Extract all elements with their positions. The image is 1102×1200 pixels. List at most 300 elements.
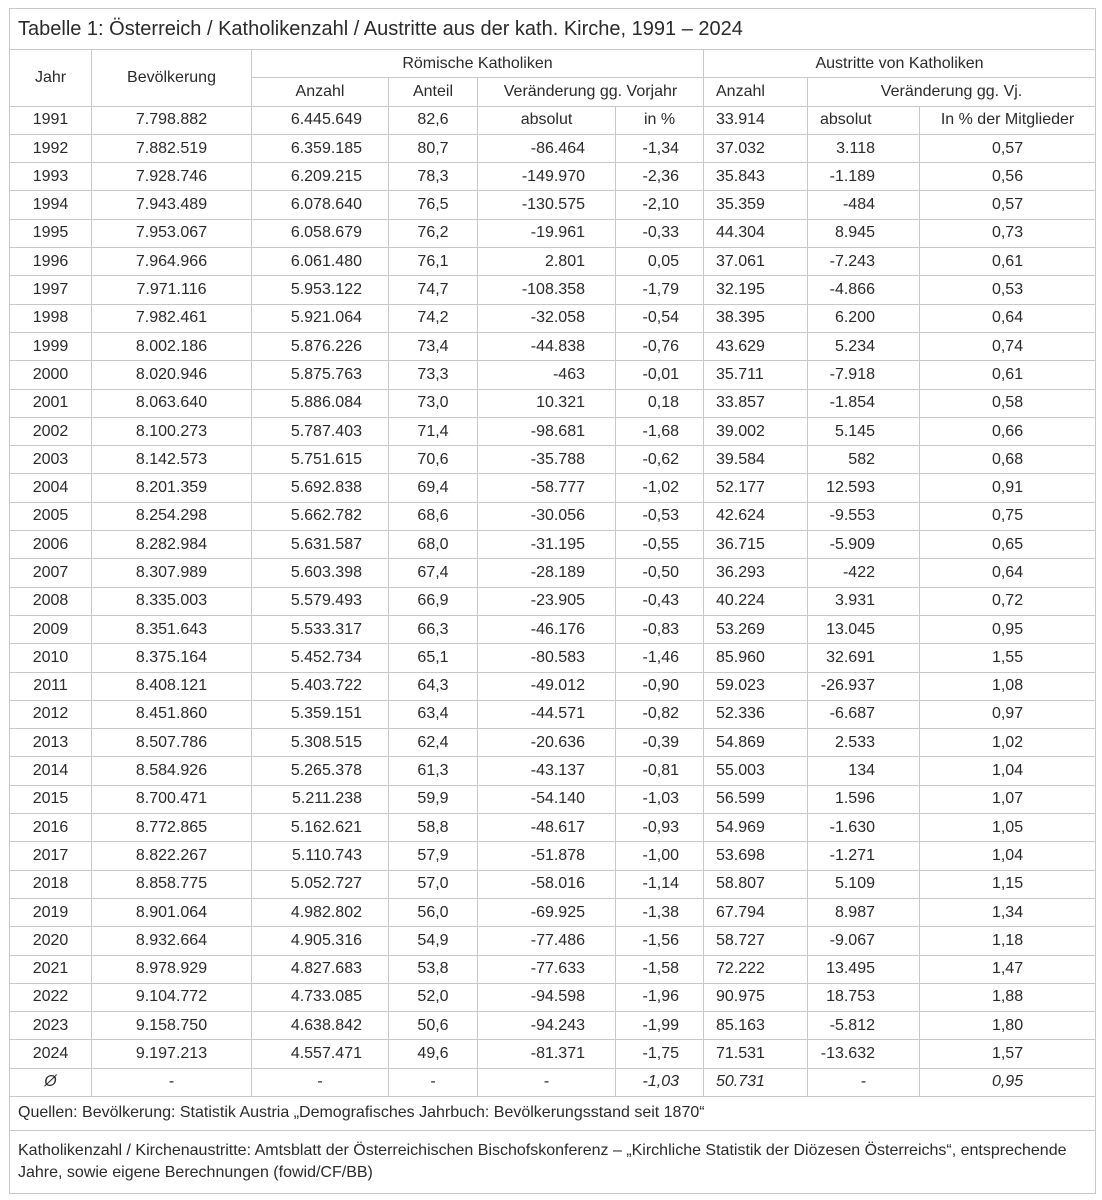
average-cell-austritte-absolut: - [808,1068,920,1096]
cell-austritte-prozent: 0,58 [920,389,1096,417]
cell-veraenderung-absolut: -94.243 [478,1012,616,1040]
cell-jahr: 2017 [10,842,92,870]
cell-anteil: 67,4 [389,559,478,587]
cell-austritte-prozent: 1,55 [920,644,1096,672]
cell-anzahl: 5.308.515 [252,729,389,757]
table-row [10,814,1096,842]
cell-anzahl: 5.886.084 [252,389,389,417]
cell-veraenderung-absolut: -20.636 [478,729,616,757]
cell-bevoelkerung: 8.142.573 [92,446,252,474]
cell-veraenderung-prozent: -0,43 [616,587,704,615]
cell-anzahl: 5.662.782 [252,502,389,530]
average-cell-anteil: - [389,1068,478,1096]
table-row [10,587,1096,615]
cell-jahr: 2011 [10,672,92,700]
table-row [10,757,1096,785]
table-row [10,898,1096,926]
average-row [10,1068,1096,1096]
cell-veraenderung-prozent: -1,56 [616,927,704,955]
cell-anzahl: 5.403.722 [252,672,389,700]
cell-austritte-prozent: 1,04 [920,757,1096,785]
cell-bevoelkerung: 8.351.643 [92,615,252,643]
cell-veraenderung-absolut: -463 [478,361,616,389]
header-anzahl: Anzahl [252,78,389,106]
cell-anteil: 54,9 [389,927,478,955]
cell-jahr: 2018 [10,870,92,898]
cell-veraenderung-prozent: -0,76 [616,332,704,360]
cell-austritte-absolut: 13.495 [808,955,920,983]
cell-jahr: 2021 [10,955,92,983]
cell-anteil: 63,4 [389,700,478,728]
cell-austritte-anzahl: 39.002 [704,417,808,445]
cell-austritte-anzahl: 35.843 [704,163,808,191]
table-row [10,502,1096,530]
cell-jahr: 2022 [10,983,92,1011]
cell-austritte-absolut: 582 [808,446,920,474]
table-row [10,842,1096,870]
cell-anzahl: 5.265.378 [252,757,389,785]
cell-anteil: 62,4 [389,729,478,757]
cell-bevoelkerung: 8.822.267 [92,842,252,870]
cell-austritte-anzahl: 37.032 [704,134,808,162]
cell-jahr: 2015 [10,785,92,813]
cell-anzahl: 6.359.185 [252,134,389,162]
cell-veraenderung-absolut: -23.905 [478,587,616,615]
cell-anzahl: 5.921.064 [252,304,389,332]
cell-veraenderung-prozent: -1,75 [616,1040,704,1068]
cell-austritte-prozent: 1,02 [920,729,1096,757]
cell-bevoelkerung: 8.002.186 [92,332,252,360]
cell-austritte-prozent: 1,47 [920,955,1096,983]
cell-jahr: 1998 [10,304,92,332]
cell-austritte-absolut: -484 [808,191,920,219]
average-cell-veraenderung-absolut: - [478,1068,616,1096]
cell-austritte-absolut: 1.596 [808,785,920,813]
table-row [10,615,1096,643]
cell-anteil: 66,3 [389,615,478,643]
cell-veraenderung-prozent: -0,90 [616,672,704,700]
cell-austritte-anzahl: 72.222 [704,955,808,983]
cell-austritte-anzahl: 40.224 [704,587,808,615]
cell-anzahl: 5.533.317 [252,615,389,643]
table-row [10,983,1096,1011]
cell-bevoelkerung: 8.063.640 [92,389,252,417]
table-row [10,785,1096,813]
cell-veraenderung-prozent: -0,01 [616,361,704,389]
cell-veraenderung-absolut: -149.970 [478,163,616,191]
cell-austritte-prozent: 1,07 [920,785,1096,813]
cell-veraenderung-absolut: -44.571 [478,700,616,728]
cell-austritte-prozent: 1,04 [920,842,1096,870]
cell-veraenderung-absolut: -43.137 [478,757,616,785]
cell-veraenderung-prozent: -0,81 [616,757,704,785]
cell-bevoelkerung: 8.451.860 [92,700,252,728]
cell-anteil: 68,6 [389,502,478,530]
cell-austritte-absolut: 3.118 [808,134,920,162]
cell-austritte-absolut: -26.937 [808,672,920,700]
cell-veraenderung-absolut: -32.058 [478,304,616,332]
table-row [10,106,1096,134]
cell-bevoelkerung: 8.408.121 [92,672,252,700]
cell-anteil: 73,0 [389,389,478,417]
cell-bevoelkerung: 8.307.989 [92,559,252,587]
cell-anzahl: 4.905.316 [252,927,389,955]
cell-austritte-anzahl: 90.975 [704,983,808,1011]
cell-austritte-anzahl: 35.359 [704,191,808,219]
cell-austritte-absolut: -9.553 [808,502,920,530]
cell-austritte-absolut: 134 [808,757,920,785]
cell-anzahl: 5.751.615 [252,446,389,474]
cell-anteil: 53,8 [389,955,478,983]
cell-veraenderung-absolut: -81.371 [478,1040,616,1068]
cell-jahr: 2006 [10,531,92,559]
cell-austritte-anzahl: 54.969 [704,814,808,842]
cell-veraenderung-absolut: -44.838 [478,332,616,360]
cell-austritte-absolut: 13.045 [808,615,920,643]
cell-anzahl: 6.445.649 [252,106,389,134]
cell-bevoelkerung: 7.928.746 [92,163,252,191]
cell-anteil: 68,0 [389,531,478,559]
cell-anteil: 49,6 [389,1040,478,1068]
cell-jahr: 1995 [10,219,92,247]
cell-austritte-prozent: 0,73 [920,219,1096,247]
cell-austritte-anzahl: 36.715 [704,531,808,559]
cell-veraenderung-prozent: -1,99 [616,1012,704,1040]
cell-bevoelkerung: 7.964.966 [92,248,252,276]
cell-anteil: 61,3 [389,757,478,785]
table-row [10,1040,1096,1068]
cell-anteil: 74,7 [389,276,478,304]
cell-anzahl: 5.787.403 [252,417,389,445]
table-row [10,361,1096,389]
cell-anteil: 73,4 [389,332,478,360]
cell-bevoelkerung: 8.100.273 [92,417,252,445]
cell-austritte-absolut: -5.909 [808,531,920,559]
cell-veraenderung-prozent: -1,58 [616,955,704,983]
cell-austritte-absolut: -13.632 [808,1040,920,1068]
table-row [10,700,1096,728]
cell-veraenderung-prozent: -1,34 [616,134,704,162]
cell-austritte-anzahl: 42.624 [704,502,808,530]
cell-austritte-prozent: 0,61 [920,361,1096,389]
cell-veraenderung-prozent: -1,02 [616,474,704,502]
cell-austritte-prozent: 0,64 [920,304,1096,332]
cell-jahr: 2013 [10,729,92,757]
statistics-table [9,8,1096,1194]
cell-anteil: 71,4 [389,417,478,445]
cell-anzahl: 4.982.802 [252,898,389,926]
average-cell-austritte-prozent: 0,95 [920,1068,1096,1096]
cell-anteil: 70,6 [389,446,478,474]
cell-anzahl: 4.557.471 [252,1040,389,1068]
cell-jahr: 2008 [10,587,92,615]
cell-jahr: 1991 [10,106,92,134]
header-anzahl-austritte: Anzahl [704,78,808,106]
cell-anzahl: 6.078.640 [252,191,389,219]
cell-veraenderung-prozent: -1,79 [616,276,704,304]
cell-austritte-anzahl: 59.023 [704,672,808,700]
cell-bevoelkerung: 9.158.750 [92,1012,252,1040]
cell-austritte-absolut: 12.593 [808,474,920,502]
cell-veraenderung-absolut: -58.777 [478,474,616,502]
cell-anteil: 59,9 [389,785,478,813]
cell-anteil: 65,1 [389,644,478,672]
cell-veraenderung-prozent: -1,46 [616,644,704,672]
cell-jahr: 1997 [10,276,92,304]
cell-jahr: 1994 [10,191,92,219]
cell-jahr: 2004 [10,474,92,502]
cell-anteil: 69,4 [389,474,478,502]
table-row [10,163,1096,191]
cell-austritte-absolut: 8.945 [808,219,920,247]
cell-anzahl: 5.631.587 [252,531,389,559]
cell-anzahl: 5.875.763 [252,361,389,389]
cell-austritte-prozent: 1,88 [920,983,1096,1011]
cell-veraenderung-prozent: -2,36 [616,163,704,191]
cell-austritte-anzahl: 85.163 [704,1012,808,1040]
cell-bevoelkerung: 8.978.929 [92,955,252,983]
cell-austritte-absolut: -1.189 [808,163,920,191]
cell-bevoelkerung: 8.700.471 [92,785,252,813]
cell-bevoelkerung: 7.943.489 [92,191,252,219]
cell-austritte-prozent: 0,66 [920,417,1096,445]
cell-veraenderung-absolut: -49.012 [478,672,616,700]
cell-veraenderung-absolut: -48.617 [478,814,616,842]
cell-veraenderung-absolut: -130.575 [478,191,616,219]
cell-austritte-absolut: 5.145 [808,417,920,445]
cell-jahr: 2024 [10,1040,92,1068]
cell-anteil: 52,0 [389,983,478,1011]
table-row [10,219,1096,247]
cell-austritte-prozent: 0,61 [920,248,1096,276]
cell-anteil: 64,3 [389,672,478,700]
cell-austritte-absolut: absolut [808,106,920,134]
cell-anteil: 66,9 [389,587,478,615]
cell-jahr: 1993 [10,163,92,191]
cell-jahr: 2002 [10,417,92,445]
cell-bevoelkerung: 8.020.946 [92,361,252,389]
cell-veraenderung-absolut: -35.788 [478,446,616,474]
cell-bevoelkerung: 9.104.772 [92,983,252,1011]
cell-veraenderung-prozent: 0,05 [616,248,704,276]
cell-bevoelkerung: 8.375.164 [92,644,252,672]
cell-veraenderung-absolut: -46.176 [478,615,616,643]
header-veraenderung-vorjahr: Veränderung gg. Vorjahr [478,78,704,106]
cell-austritte-anzahl: 52.177 [704,474,808,502]
table-body [10,106,1096,1096]
cell-anteil: 73,3 [389,361,478,389]
cell-veraenderung-absolut: 10.321 [478,389,616,417]
cell-veraenderung-absolut: -108.358 [478,276,616,304]
cell-austritte-prozent: 0,74 [920,332,1096,360]
cell-veraenderung-absolut: -54.140 [478,785,616,813]
cell-anteil: 78,3 [389,163,478,191]
cell-veraenderung-prozent: -0,39 [616,729,704,757]
cell-veraenderung-absolut: -30.056 [478,502,616,530]
cell-austritte-anzahl: 85.960 [704,644,808,672]
cell-veraenderung-prozent: -0,50 [616,559,704,587]
cell-austritte-anzahl: 55.003 [704,757,808,785]
cell-austritte-prozent: 0,57 [920,191,1096,219]
cell-anzahl: 5.876.226 [252,332,389,360]
cell-veraenderung-prozent: -1,68 [616,417,704,445]
cell-jahr: 1999 [10,332,92,360]
cell-anzahl: 6.209.215 [252,163,389,191]
cell-jahr: 2016 [10,814,92,842]
cell-veraenderung-absolut: -58.016 [478,870,616,898]
cell-veraenderung-prozent: -0,54 [616,304,704,332]
cell-jahr: 2010 [10,644,92,672]
cell-anzahl: 5.359.151 [252,700,389,728]
cell-veraenderung-absolut: 2.801 [478,248,616,276]
cell-austritte-absolut: -1.271 [808,842,920,870]
table-row [10,644,1096,672]
cell-bevoelkerung: 8.201.359 [92,474,252,502]
cell-bevoelkerung: 8.507.786 [92,729,252,757]
cell-austritte-absolut: 5.109 [808,870,920,898]
cell-austritte-anzahl: 35.711 [704,361,808,389]
cell-anteil: 80,7 [389,134,478,162]
cell-veraenderung-absolut: -98.681 [478,417,616,445]
cell-veraenderung-prozent: -0,53 [616,502,704,530]
cell-bevoelkerung: 8.282.984 [92,531,252,559]
cell-veraenderung-prozent: -1,14 [616,870,704,898]
cell-anteil: 82,6 [389,106,478,134]
header-bevoelkerung: Bevölkerung [92,50,252,107]
cell-veraenderung-absolut: -86.464 [478,134,616,162]
table-row [10,446,1096,474]
cell-anteil: 74,2 [389,304,478,332]
cell-jahr: 2005 [10,502,92,530]
cell-jahr: 2020 [10,927,92,955]
header-anteil: Anteil [389,78,478,106]
cell-anteil: 58,8 [389,814,478,842]
cell-austritte-anzahl: 44.304 [704,219,808,247]
cell-austritte-anzahl: 38.395 [704,304,808,332]
cell-austritte-absolut: 32.691 [808,644,920,672]
cell-austritte-prozent: 1,18 [920,927,1096,955]
cell-austritte-absolut: 5.234 [808,332,920,360]
cell-veraenderung-prozent: -0,55 [616,531,704,559]
cell-austritte-prozent: 0,75 [920,502,1096,530]
cell-austritte-prozent: 0,97 [920,700,1096,728]
cell-austritte-absolut: 3.931 [808,587,920,615]
cell-jahr: 2001 [10,389,92,417]
cell-veraenderung-absolut: -80.583 [478,644,616,672]
cell-austritte-anzahl: 37.061 [704,248,808,276]
average-cell-veraenderung-prozent: -1,03 [616,1068,704,1096]
cell-austritte-absolut: 18.753 [808,983,920,1011]
table-row [10,559,1096,587]
cell-bevoelkerung: 8.901.064 [92,898,252,926]
cell-anteil: 57,9 [389,842,478,870]
table-row [10,191,1096,219]
cell-bevoelkerung: 9.197.213 [92,1040,252,1068]
header-jahr: Jahr [10,50,92,107]
cell-anzahl: 5.953.122 [252,276,389,304]
cell-austritte-prozent: 0,68 [920,446,1096,474]
cell-anzahl: 5.211.238 [252,785,389,813]
cell-jahr: 2014 [10,757,92,785]
cell-austritte-anzahl: 39.584 [704,446,808,474]
cell-austritte-anzahl: 53.269 [704,615,808,643]
cell-veraenderung-prozent: 0,18 [616,389,704,417]
cell-austritte-absolut: -6.687 [808,700,920,728]
cell-veraenderung-prozent: -0,83 [616,615,704,643]
cell-anzahl: 4.827.683 [252,955,389,983]
cell-austritte-prozent: In % der Mitglieder [920,106,1096,134]
header-veraenderung-vj: Veränderung gg. Vj. [808,78,1096,106]
cell-bevoelkerung: 7.982.461 [92,304,252,332]
cell-anteil: 57,0 [389,870,478,898]
cell-jahr: 2000 [10,361,92,389]
cell-veraenderung-prozent: -0,62 [616,446,704,474]
cell-bevoelkerung: 7.882.519 [92,134,252,162]
cell-austritte-anzahl: 33.914 [704,106,808,134]
cell-anzahl: 5.162.621 [252,814,389,842]
cell-veraenderung-absolut: -51.878 [478,842,616,870]
cell-veraenderung-absolut: -77.486 [478,927,616,955]
cell-veraenderung-prozent: -1,03 [616,785,704,813]
cell-anteil: 76,1 [389,248,478,276]
cell-austritte-anzahl: 71.531 [704,1040,808,1068]
cell-austritte-prozent: 0,53 [920,276,1096,304]
cell-austritte-absolut: -9.067 [808,927,920,955]
table-row [10,955,1096,983]
cell-austritte-anzahl: 58.807 [704,870,808,898]
cell-austritte-prozent: 0,65 [920,531,1096,559]
cell-austritte-absolut: 2.533 [808,729,920,757]
cell-veraenderung-prozent: -0,93 [616,814,704,842]
average-cell-anzahl: - [252,1068,389,1096]
cell-anzahl: 5.579.493 [252,587,389,615]
cell-bevoelkerung: 7.953.067 [92,219,252,247]
cell-veraenderung-absolut: -19.961 [478,219,616,247]
cell-anteil: 76,5 [389,191,478,219]
cell-jahr: 2012 [10,700,92,728]
cell-austritte-anzahl: 53.698 [704,842,808,870]
cell-bevoelkerung: 7.971.116 [92,276,252,304]
cell-jahr: 1992 [10,134,92,162]
cell-austritte-anzahl: 32.195 [704,276,808,304]
cell-austritte-anzahl: 56.599 [704,785,808,813]
cell-austritte-prozent: 1,57 [920,1040,1096,1068]
cell-anzahl: 4.638.842 [252,1012,389,1040]
table-row [10,332,1096,360]
table-row [10,276,1096,304]
cell-bevoelkerung: 8.584.926 [92,757,252,785]
cell-veraenderung-absolut: -31.195 [478,531,616,559]
cell-anzahl: 5.110.743 [252,842,389,870]
table-row [10,248,1096,276]
table-row [10,927,1096,955]
cell-austritte-absolut: 8.987 [808,898,920,926]
cell-veraenderung-prozent: -2,10 [616,191,704,219]
cell-anteil: 76,2 [389,219,478,247]
cell-veraenderung-absolut: -69.925 [478,898,616,926]
cell-austritte-anzahl: 36.293 [704,559,808,587]
cell-austritte-anzahl: 54.869 [704,729,808,757]
cell-austritte-prozent: 1,80 [920,1012,1096,1040]
cell-anzahl: 5.052.727 [252,870,389,898]
cell-jahr: 2009 [10,615,92,643]
cell-austritte-anzahl: 58.727 [704,927,808,955]
cell-anzahl: 4.733.085 [252,983,389,1011]
table-row [10,870,1096,898]
cell-veraenderung-absolut: absolut [478,106,616,134]
cell-anzahl: 6.061.480 [252,248,389,276]
cell-austritte-prozent: 0,95 [920,615,1096,643]
